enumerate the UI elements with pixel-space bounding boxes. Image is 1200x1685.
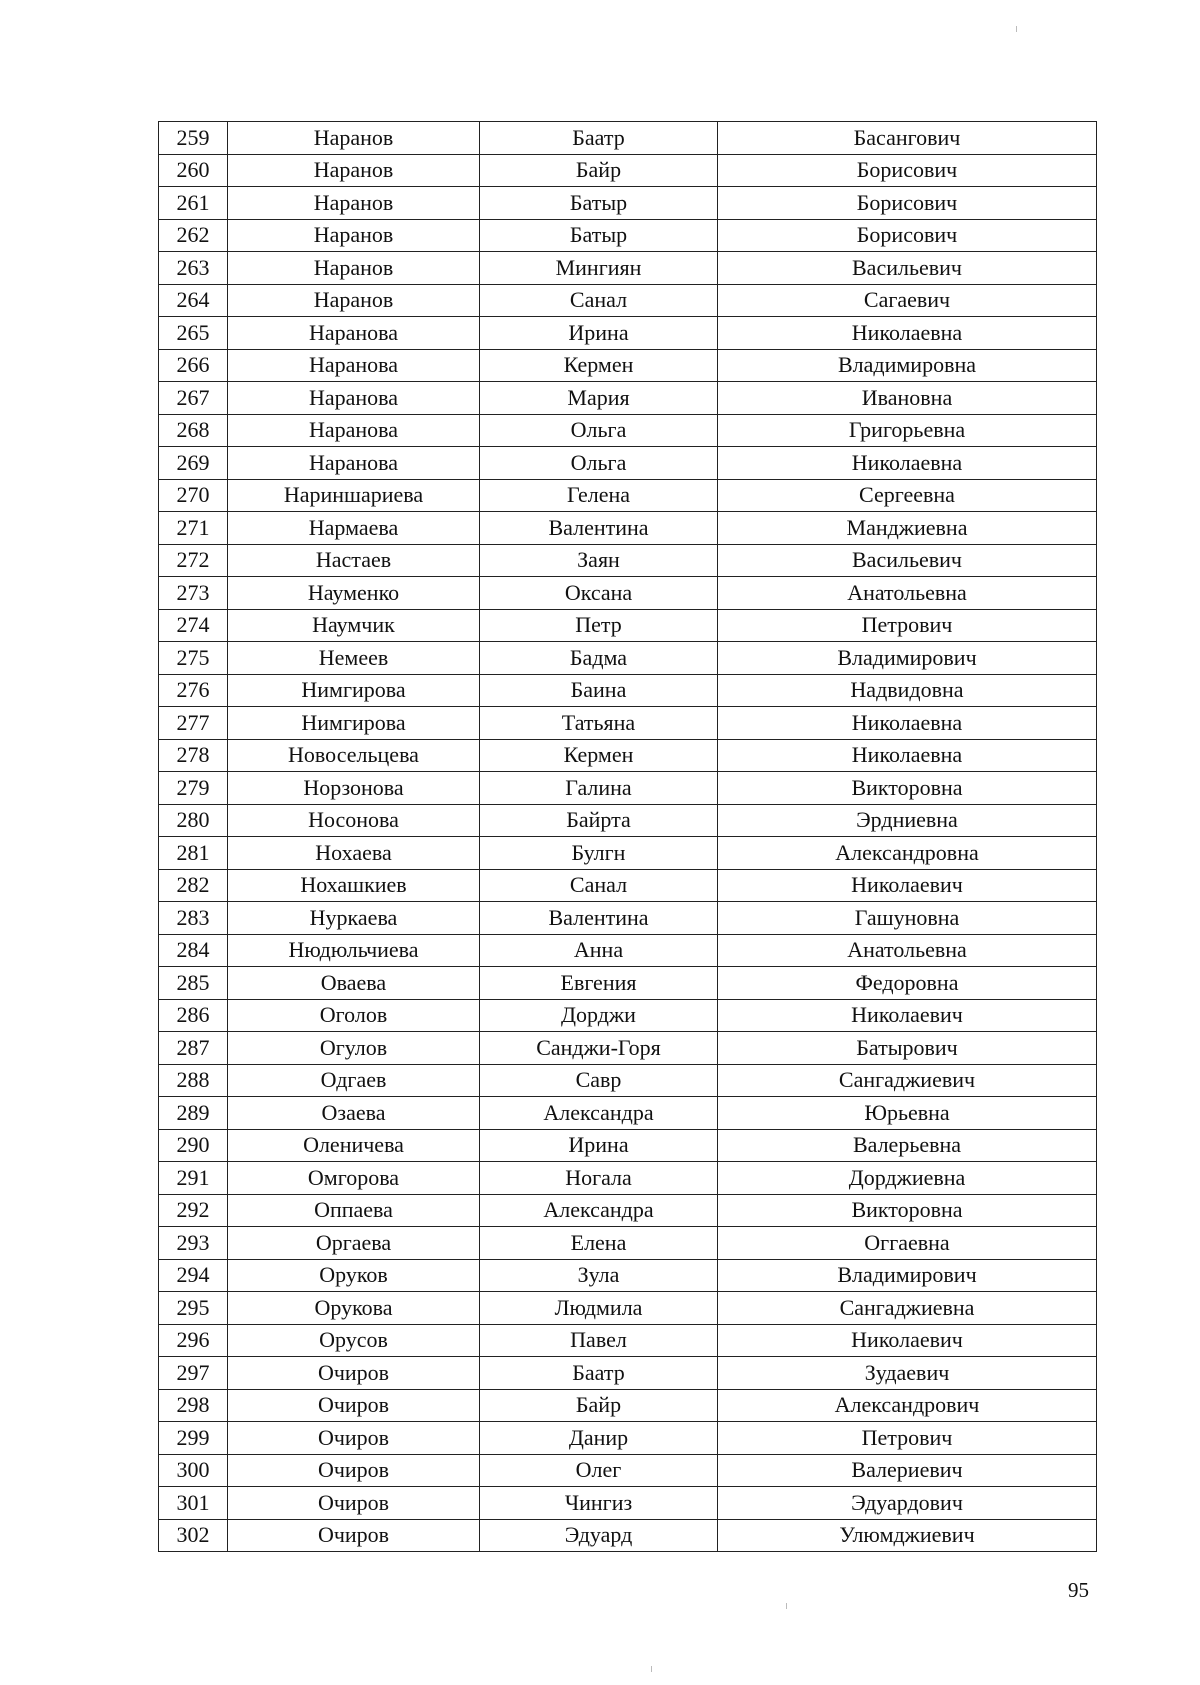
patronymic-cell: Валериевич xyxy=(718,1454,1097,1487)
patronymic-cell: Викторовна xyxy=(718,1194,1097,1227)
table-row xyxy=(159,642,1097,675)
row-number-cell: 284 xyxy=(159,934,228,967)
table-row xyxy=(159,382,1097,415)
table-row xyxy=(159,1357,1097,1390)
table-row xyxy=(159,252,1097,285)
table-row xyxy=(159,772,1097,805)
table-row xyxy=(159,577,1097,610)
patronymic-cell: Улюмджиевич xyxy=(718,1519,1097,1552)
row-number-cell: 298 xyxy=(159,1389,228,1422)
table-row xyxy=(159,1129,1097,1162)
last-name-cell: Наранов xyxy=(228,252,480,285)
scan-speck xyxy=(786,1603,787,1609)
patronymic-cell: Сергеевна xyxy=(718,479,1097,512)
page-number: 95 xyxy=(1068,1578,1089,1602)
last-name-cell: Наранова xyxy=(228,382,480,415)
last-name-cell: Немеев xyxy=(228,642,480,675)
first-name-cell: Зула xyxy=(480,1259,718,1292)
patronymic-cell: Эрдниевна xyxy=(718,804,1097,837)
patronymic-cell: Басангович xyxy=(718,122,1097,155)
first-name-cell: Кермен xyxy=(480,349,718,382)
last-name-cell: Наранова xyxy=(228,414,480,447)
last-name-cell: Наранова xyxy=(228,317,480,350)
patronymic-cell: Николаевна xyxy=(718,739,1097,772)
last-name-cell: Науменко xyxy=(228,577,480,610)
patronymic-cell: Сангаджиевич xyxy=(718,1064,1097,1097)
row-number-cell: 269 xyxy=(159,447,228,480)
patronymic-cell: Оггаевна xyxy=(718,1227,1097,1260)
row-number-cell: 260 xyxy=(159,154,228,187)
first-name-cell: Евгения xyxy=(480,967,718,1000)
row-number-cell: 262 xyxy=(159,219,228,252)
row-number-cell: 296 xyxy=(159,1324,228,1357)
row-number-cell: 271 xyxy=(159,512,228,545)
table-row xyxy=(159,349,1097,382)
table-row xyxy=(159,739,1097,772)
table-row xyxy=(159,934,1097,967)
last-name-cell: Оппаева xyxy=(228,1194,480,1227)
patronymic-cell: Сагаевич xyxy=(718,284,1097,317)
first-name-cell: Татьяна xyxy=(480,707,718,740)
patronymic-cell: Сангаджиевна xyxy=(718,1292,1097,1325)
table-row xyxy=(159,967,1097,1000)
row-number-cell: 273 xyxy=(159,577,228,610)
first-name-cell: Елена xyxy=(480,1227,718,1260)
table-row xyxy=(159,512,1097,545)
first-name-cell: Кермен xyxy=(480,739,718,772)
row-number-cell: 270 xyxy=(159,479,228,512)
table-row xyxy=(159,1324,1097,1357)
row-number-cell: 286 xyxy=(159,999,228,1032)
names-table-body xyxy=(159,122,1097,1552)
first-name-cell: Санал xyxy=(480,869,718,902)
first-name-cell: Мингиян xyxy=(480,252,718,285)
row-number-cell: 294 xyxy=(159,1259,228,1292)
patronymic-cell: Александровна xyxy=(718,837,1097,870)
table-row xyxy=(159,284,1097,317)
table-row xyxy=(159,187,1097,220)
patronymic-cell: Николаевич xyxy=(718,999,1097,1032)
row-number-cell: 264 xyxy=(159,284,228,317)
last-name-cell: Очиров xyxy=(228,1519,480,1552)
row-number-cell: 289 xyxy=(159,1097,228,1130)
table-row xyxy=(159,1487,1097,1520)
patronymic-cell: Манджиевна xyxy=(718,512,1097,545)
table-row xyxy=(159,902,1097,935)
first-name-cell: Санал xyxy=(480,284,718,317)
first-name-cell: Петр xyxy=(480,609,718,642)
first-name-cell: Данир xyxy=(480,1422,718,1455)
row-number-cell: 276 xyxy=(159,674,228,707)
row-number-cell: 261 xyxy=(159,187,228,220)
names-table xyxy=(158,121,1097,1552)
row-number-cell: 283 xyxy=(159,902,228,935)
last-name-cell: Настаев xyxy=(228,544,480,577)
last-name-cell: Очиров xyxy=(228,1454,480,1487)
last-name-cell: Очиров xyxy=(228,1389,480,1422)
patronymic-cell: Николаевна xyxy=(718,317,1097,350)
row-number-cell: 293 xyxy=(159,1227,228,1260)
table-row xyxy=(159,1422,1097,1455)
first-name-cell: Валентина xyxy=(480,902,718,935)
last-name-cell: Носонова xyxy=(228,804,480,837)
patronymic-cell: Николаевич xyxy=(718,1324,1097,1357)
table-row xyxy=(159,1162,1097,1195)
first-name-cell: Олег xyxy=(480,1454,718,1487)
first-name-cell: Ирина xyxy=(480,317,718,350)
first-name-cell: Мария xyxy=(480,382,718,415)
first-name-cell: Баина xyxy=(480,674,718,707)
patronymic-cell: Анатольевна xyxy=(718,577,1097,610)
row-number-cell: 268 xyxy=(159,414,228,447)
last-name-cell: Оголов xyxy=(228,999,480,1032)
first-name-cell: Ольга xyxy=(480,414,718,447)
table-row xyxy=(159,674,1097,707)
patronymic-cell: Петрович xyxy=(718,609,1097,642)
patronymic-cell: Надвидовна xyxy=(718,674,1097,707)
row-number-cell: 278 xyxy=(159,739,228,772)
last-name-cell: Наранов xyxy=(228,187,480,220)
first-name-cell: Валентина xyxy=(480,512,718,545)
table-row xyxy=(159,1454,1097,1487)
first-name-cell: Бадма xyxy=(480,642,718,675)
patronymic-cell: Владимировна xyxy=(718,349,1097,382)
first-name-cell: Баатр xyxy=(480,122,718,155)
last-name-cell: Озаева xyxy=(228,1097,480,1130)
last-name-cell: Орукова xyxy=(228,1292,480,1325)
last-name-cell: Орусов xyxy=(228,1324,480,1357)
last-name-cell: Нимгирова xyxy=(228,707,480,740)
last-name-cell: Очиров xyxy=(228,1422,480,1455)
patronymic-cell: Владимирович xyxy=(718,1259,1097,1292)
row-number-cell: 302 xyxy=(159,1519,228,1552)
patronymic-cell: Борисович xyxy=(718,154,1097,187)
last-name-cell: Нохашкиев xyxy=(228,869,480,902)
patronymic-cell: Борисович xyxy=(718,187,1097,220)
first-name-cell: Оксана xyxy=(480,577,718,610)
last-name-cell: Очиров xyxy=(228,1357,480,1390)
row-number-cell: 292 xyxy=(159,1194,228,1227)
last-name-cell: Наранова xyxy=(228,349,480,382)
first-name-cell: Булгн xyxy=(480,837,718,870)
table-row xyxy=(159,479,1097,512)
row-number-cell: 301 xyxy=(159,1487,228,1520)
row-number-cell: 282 xyxy=(159,869,228,902)
first-name-cell: Гелена xyxy=(480,479,718,512)
row-number-cell: 291 xyxy=(159,1162,228,1195)
row-number-cell: 297 xyxy=(159,1357,228,1390)
patronymic-cell: Дорджиевна xyxy=(718,1162,1097,1195)
first-name-cell: Ольга xyxy=(480,447,718,480)
patronymic-cell: Николаевич xyxy=(718,869,1097,902)
first-name-cell: Анна xyxy=(480,934,718,967)
table-row xyxy=(159,1032,1097,1065)
patronymic-cell: Борисович xyxy=(718,219,1097,252)
table-row xyxy=(159,1097,1097,1130)
last-name-cell: Наранов xyxy=(228,284,480,317)
row-number-cell: 287 xyxy=(159,1032,228,1065)
patronymic-cell: Федоровна xyxy=(718,967,1097,1000)
patronymic-cell: Ивановна xyxy=(718,382,1097,415)
patronymic-cell: Юрьевна xyxy=(718,1097,1097,1130)
last-name-cell: Норзонова xyxy=(228,772,480,805)
table-row xyxy=(159,1389,1097,1422)
first-name-cell: Ногала xyxy=(480,1162,718,1195)
table-row xyxy=(159,999,1097,1032)
patronymic-cell: Гашуновна xyxy=(718,902,1097,935)
patronymic-cell: Васильевич xyxy=(718,544,1097,577)
last-name-cell: Нимгирова xyxy=(228,674,480,707)
table-row xyxy=(159,1292,1097,1325)
row-number-cell: 290 xyxy=(159,1129,228,1162)
last-name-cell: Нюдюльчиева xyxy=(228,934,480,967)
last-name-cell: Оваева xyxy=(228,967,480,1000)
table-row xyxy=(159,447,1097,480)
last-name-cell: Очиров xyxy=(228,1487,480,1520)
last-name-cell: Наранов xyxy=(228,219,480,252)
first-name-cell: Батыр xyxy=(480,187,718,220)
last-name-cell: Одгаев xyxy=(228,1064,480,1097)
last-name-cell: Нуркаева xyxy=(228,902,480,935)
row-number-cell: 265 xyxy=(159,317,228,350)
table-row xyxy=(159,1519,1097,1552)
row-number-cell: 272 xyxy=(159,544,228,577)
row-number-cell: 280 xyxy=(159,804,228,837)
patronymic-cell: Васильевич xyxy=(718,252,1097,285)
first-name-cell: Александра xyxy=(480,1097,718,1130)
table-row xyxy=(159,837,1097,870)
last-name-cell: Наумчик xyxy=(228,609,480,642)
last-name-cell: Огулов xyxy=(228,1032,480,1065)
last-name-cell: Нохаева xyxy=(228,837,480,870)
row-number-cell: 300 xyxy=(159,1454,228,1487)
table-row xyxy=(159,154,1097,187)
first-name-cell: Дорджи xyxy=(480,999,718,1032)
last-name-cell: Оруков xyxy=(228,1259,480,1292)
row-number-cell: 295 xyxy=(159,1292,228,1325)
patronymic-cell: Николаевна xyxy=(718,447,1097,480)
table-row xyxy=(159,1064,1097,1097)
table-row xyxy=(159,804,1097,837)
table-row xyxy=(159,707,1097,740)
last-name-cell: Нармаева xyxy=(228,512,480,545)
row-number-cell: 285 xyxy=(159,967,228,1000)
last-name-cell: Нариншариева xyxy=(228,479,480,512)
row-number-cell: 263 xyxy=(159,252,228,285)
table-row xyxy=(159,219,1097,252)
patronymic-cell: Валерьевна xyxy=(718,1129,1097,1162)
row-number-cell: 267 xyxy=(159,382,228,415)
patronymic-cell: Григорьевна xyxy=(718,414,1097,447)
first-name-cell: Чингиз xyxy=(480,1487,718,1520)
table-row xyxy=(159,544,1097,577)
table-row xyxy=(159,1259,1097,1292)
first-name-cell: Эдуард xyxy=(480,1519,718,1552)
patronymic-cell: Викторовна xyxy=(718,772,1097,805)
patronymic-cell: Эдуардович xyxy=(718,1487,1097,1520)
row-number-cell: 288 xyxy=(159,1064,228,1097)
patronymic-cell: Александрович xyxy=(718,1389,1097,1422)
first-name-cell: Галина xyxy=(480,772,718,805)
first-name-cell: Батыр xyxy=(480,219,718,252)
first-name-cell: Павел xyxy=(480,1324,718,1357)
scan-speck xyxy=(1016,26,1017,32)
first-name-cell: Байр xyxy=(480,154,718,187)
table-row xyxy=(159,414,1097,447)
patronymic-cell: Анатольевна xyxy=(718,934,1097,967)
last-name-cell: Оленичева xyxy=(228,1129,480,1162)
patronymic-cell: Зудаевич xyxy=(718,1357,1097,1390)
row-number-cell: 279 xyxy=(159,772,228,805)
first-name-cell: Байрта xyxy=(480,804,718,837)
patronymic-cell: Николаевна xyxy=(718,707,1097,740)
first-name-cell: Заян xyxy=(480,544,718,577)
last-name-cell: Оргаева xyxy=(228,1227,480,1260)
first-name-cell: Баатр xyxy=(480,1357,718,1390)
row-number-cell: 299 xyxy=(159,1422,228,1455)
row-number-cell: 277 xyxy=(159,707,228,740)
row-number-cell: 281 xyxy=(159,837,228,870)
table-row xyxy=(159,609,1097,642)
row-number-cell: 259 xyxy=(159,122,228,155)
scan-speck xyxy=(651,1666,652,1672)
last-name-cell: Новосельцева xyxy=(228,739,480,772)
patronymic-cell: Владимирович xyxy=(718,642,1097,675)
patronymic-cell: Батырович xyxy=(718,1032,1097,1065)
table-row xyxy=(159,317,1097,350)
table-row xyxy=(159,122,1097,155)
row-number-cell: 275 xyxy=(159,642,228,675)
row-number-cell: 266 xyxy=(159,349,228,382)
last-name-cell: Омгорова xyxy=(228,1162,480,1195)
first-name-cell: Савр xyxy=(480,1064,718,1097)
row-number-cell: 274 xyxy=(159,609,228,642)
first-name-cell: Людмила xyxy=(480,1292,718,1325)
first-name-cell: Байр xyxy=(480,1389,718,1422)
first-name-cell: Ирина xyxy=(480,1129,718,1162)
table-row xyxy=(159,869,1097,902)
first-name-cell: Санджи-Горя xyxy=(480,1032,718,1065)
table-row xyxy=(159,1194,1097,1227)
table-row xyxy=(159,1227,1097,1260)
first-name-cell: Александра xyxy=(480,1194,718,1227)
last-name-cell: Наранов xyxy=(228,122,480,155)
last-name-cell: Наранов xyxy=(228,154,480,187)
last-name-cell: Наранова xyxy=(228,447,480,480)
patronymic-cell: Петрович xyxy=(718,1422,1097,1455)
